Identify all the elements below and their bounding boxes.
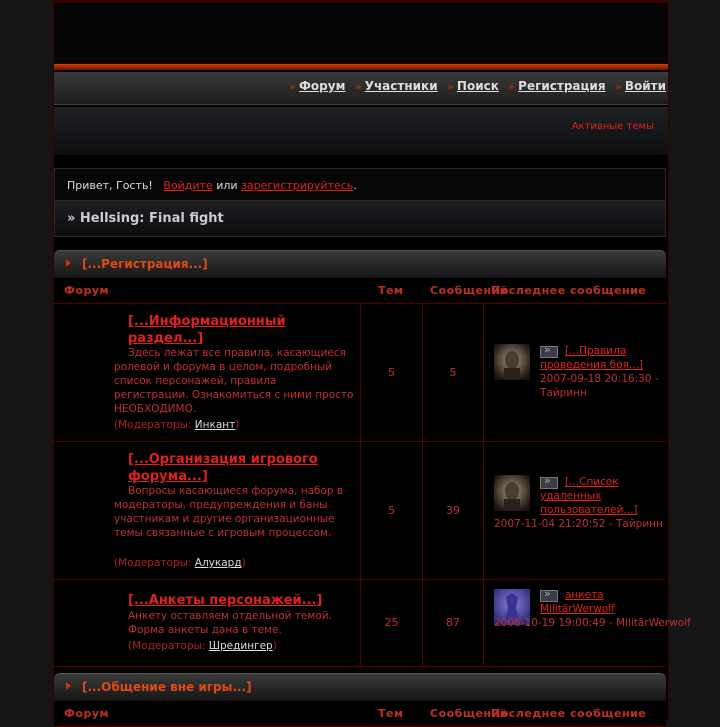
last-post-cell <box>484 442 666 579</box>
header-divider <box>54 64 668 70</box>
col-forum: Форум <box>64 284 110 297</box>
col-topics: Тем <box>378 707 404 720</box>
moderators <box>128 640 277 652</box>
last-post-cell <box>484 580 691 666</box>
chevron-right-icon: » <box>508 80 516 93</box>
nav-forum-link[interactable]: Форум <box>299 79 346 93</box>
moderator-link[interactable]: Инкант <box>194 419 236 431</box>
greeting-text: Привет, Гость! <box>67 179 153 192</box>
col-topics: Тем <box>378 284 404 297</box>
moderators-close: ) <box>235 419 240 431</box>
forum-row <box>54 442 666 580</box>
triangle-right-icon <box>66 259 71 267</box>
header-banner <box>54 0 668 64</box>
forum-description: Вопросы касающиеся форума, набор в модераторы, предупреждения и баны участникам и другие организационные темы связанные с игровым процессом. <box>114 485 344 539</box>
col-last-post: Последнее сообщение <box>491 284 647 297</box>
moderators-label: (Модераторы: <box>114 557 192 569</box>
forum-row <box>54 580 691 667</box>
chevron-right-icon: » <box>614 80 622 93</box>
posts-count: 39 <box>446 504 460 517</box>
chevron-right-icon: » <box>446 80 454 93</box>
moderators <box>114 557 246 569</box>
forum-info-cell <box>54 304 361 441</box>
last-post-date: 2007-09-18 20:16:30 - Тайринн <box>540 373 659 399</box>
last-post-info <box>540 475 650 517</box>
nav-users-link[interactable]: Участники <box>364 79 438 93</box>
chevron-right-icon: » <box>288 80 297 93</box>
col-last-post: Последнее сообщение <box>491 707 647 720</box>
or-text: или <box>216 179 238 192</box>
posts-cell <box>423 304 484 441</box>
last-post-info <box>540 588 650 616</box>
topics-count: 5 <box>388 366 395 379</box>
forum-info-cell <box>54 580 361 666</box>
col-forum: Форум <box>64 707 110 720</box>
nav-login-link[interactable]: Войти <box>624 79 666 93</box>
category-title: [...Общение вне игры...] <box>82 680 252 694</box>
last-post-date: 2008-10-19 19:00:49 - MilitärWerwolf <box>494 617 691 629</box>
breadcrumb[interactable]: » Hellsing: Final fight <box>54 201 666 237</box>
topics-count: 25 <box>384 616 399 629</box>
posts-cell <box>423 442 484 579</box>
posts-cell <box>423 580 484 666</box>
last-post-cell <box>484 304 666 441</box>
last-post-date: 2007-11-04 21:20:52 - Тайринн <box>494 518 663 530</box>
avatar[interactable] <box>494 475 530 511</box>
login-link[interactable]: Войдите <box>163 179 213 192</box>
forum-info-cell <box>54 442 361 579</box>
col-posts: Сообщений <box>430 284 509 297</box>
main-nav <box>54 72 668 105</box>
moderator-link[interactable]: Алукард <box>194 557 242 569</box>
welcome-bar <box>54 168 666 201</box>
moderators <box>114 419 239 431</box>
moderators-label: (Модераторы: <box>128 640 206 652</box>
moderators-close: ) <box>241 557 246 569</box>
forum-description: Анкету оставляем отдельной темой. Форма анкеты дана в теме. <box>128 610 332 636</box>
category-header[interactable] <box>54 673 666 701</box>
last-post-info <box>540 344 662 400</box>
column-headers <box>54 279 666 304</box>
nav-search-link[interactable]: Поиск <box>456 79 499 93</box>
last-post-link[interactable]: анкета MilitärWerwolf <box>540 589 615 615</box>
category-title: [...Регистрация...] <box>82 257 208 271</box>
chevron-right-icon: » <box>354 80 362 93</box>
topics-cell <box>361 580 423 666</box>
col-posts: Сообщений <box>430 707 509 720</box>
page <box>53 0 691 720</box>
column-headers <box>54 702 666 727</box>
moderators-label: (Модераторы: <box>114 419 192 431</box>
category-header[interactable] <box>54 250 666 278</box>
register-link[interactable]: зарегистрируйтесь <box>241 179 354 192</box>
forum-description: Здесь лежат все правила, касающиеся ролевой и форума в целом, подробный список персонажей, правила регистрации. Ознакомиться с ними просто НЕОБХОДИМО. <box>114 347 354 415</box>
forum-title-link[interactable]: [...Анкеты персонажей...] <box>128 593 323 608</box>
last-post-link[interactable]: [...Правила проведения боя...] <box>540 345 643 371</box>
sub-nav <box>54 107 668 155</box>
moderators-close: ) <box>272 640 277 652</box>
topics-count: 5 <box>388 504 395 517</box>
forum-title-link[interactable]: [...Информационный раздел...] <box>128 314 286 346</box>
last-post-link[interactable]: [...Список удаленных пользователей...] <box>540 476 638 516</box>
period-text: . <box>353 179 357 192</box>
posts-count: 5 <box>449 366 457 379</box>
active-topics-link[interactable]: Активные темы <box>571 121 654 132</box>
avatar[interactable] <box>494 344 530 380</box>
posts-count: 87 <box>446 616 460 629</box>
forum-title-link[interactable]: [...Организация игрового форума...] <box>128 452 318 484</box>
triangle-right-icon <box>66 682 71 690</box>
topics-cell <box>361 442 423 579</box>
moderator-link[interactable]: Шредингер <box>208 640 273 652</box>
forum-row <box>54 304 666 442</box>
nav-links <box>284 79 666 93</box>
nav-register-link[interactable]: Регистрация <box>518 79 606 93</box>
topics-cell <box>361 304 423 441</box>
